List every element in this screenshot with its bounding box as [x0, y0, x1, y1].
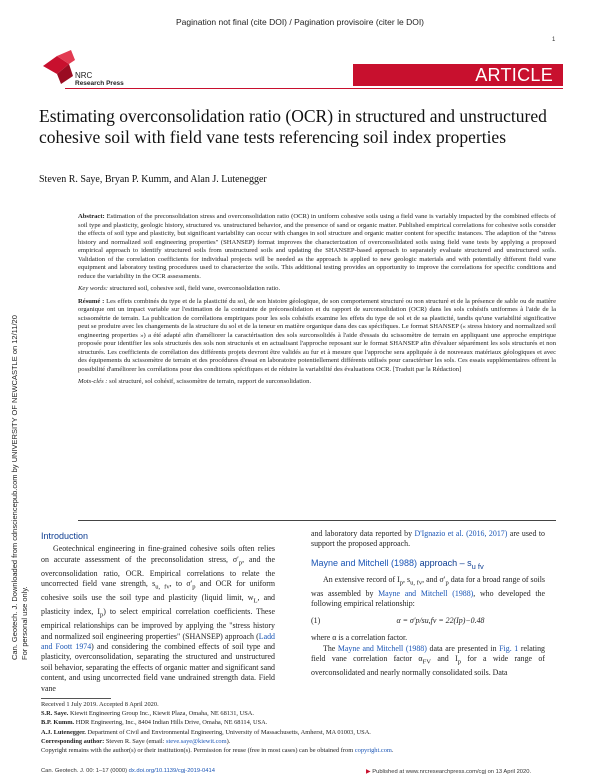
corresponding-email-link[interactable]: steve.saye@kiewit.com	[166, 737, 227, 745]
figure-1-link[interactable]: Fig. 1	[499, 643, 519, 653]
keywords-label: Key words:	[78, 285, 108, 292]
body-column-right	[311, 529, 545, 678]
download-side-note	[10, 130, 29, 660]
equation-number: (1)	[311, 615, 321, 625]
citation-mayne-mitchell-link[interactable]: Mayne and Mitchell (1988)	[378, 589, 474, 598]
received-dates: Received 1 July 2019. Accepted 8 April 2020.	[41, 701, 159, 708]
article-type-label: ARTICLE	[475, 65, 553, 85]
resume-label: Résumé :	[78, 297, 105, 305]
introduction-heading: Introduction	[41, 531, 89, 541]
mayne-mitchell-paragraph-2: The Mayne and Mitchell (1988) data are presented in Fig. 1 relating field vane correlation factor $\alpha_{FV}$ and $I_p$ for a wide range of overconsolidated and nearly normally consolidated soils. Data	[311, 643, 545, 678]
doi-link[interactable]: dx.doi.org/10.1139/cgj-2019-0414	[128, 768, 215, 774]
abstract-paragraph	[78, 213, 556, 281]
abstract-label: Abstract:	[78, 213, 105, 220]
paper-title: Estimating overconsolidation ratio (OCR) in structured and unstructured cohesive soil with field vane tests referencing soil index properties	[39, 106, 547, 147]
arrow-right-icon: ▶	[366, 769, 371, 775]
authors: Steven R. Saye, Bryan P. Kumm, and Alan J. Lutenegger	[39, 174, 267, 185]
citation-ladd-foott-link[interactable]: Ladd and Foott 1974	[41, 631, 275, 651]
motscles-text: sol structuré, sol cohésif, scissomètre de terrain, rapport de surconsolidation.	[109, 378, 312, 385]
equation-body: α = σ′p/su,fv = 22(Ip)−0.48	[396, 615, 485, 625]
citation-dignazio-link[interactable]: D'Ignazio et al. (2016, 2017)	[414, 529, 508, 538]
resume-paragraph	[78, 298, 556, 375]
introduction-paragraph: Geotechnical engineering in fine-grained cohesive soils often relies on accurate assessment of the preconsolidation stress, $\sigma'_p$, and the overconsolidation ratio, OCR. Empirical correlations to relate the uncorrected field vane strength, $s_{u, fv}$, to $\sigma'_p$ and OCR for uniform cohesive soils use the soil type and plasticity (liquid limit, $w_L$, and plasticity index, $I_p$) to select empirical correlation coefficients. These empirical relationships can be improved by applying the "stress history and normalized soil engineering properties" (SHANSEP) approach (Ladd and Foott 1974) and considering the combined effects of soil type and plasticity, overconsolidation, separating the structured and unstructured soil behavior, separating the effects of organic matter and significant sand content, and using uncorrected field vane undrained strength data. Field vane	[41, 544, 275, 693]
publisher-name: NRC	[75, 71, 93, 80]
equation-where-text: where α is a correlation factor.	[311, 633, 408, 643]
side-note-line-2: For personal use only.	[20, 586, 29, 660]
journal-reference: Can. Geotech. J. 00: 1–17 (0000) dx.doi.org/10.1139/cgj-2019-0414	[41, 768, 215, 774]
abstract-bottom-rule	[78, 520, 556, 521]
mayne-mitchell-paragraph-1: An extensive record of $I_p$, $s_{u, fv}$, and $\sigma'_p$ data for a broad range of soils was assembled by Mayne and Mitchell (1988), who developed the following empirical relationship:	[311, 575, 546, 609]
copyright-notice: Copyright remains with the author(s) or their institution(s). Permission for reuse (free in most cases) can be obtained from copyright.com.	[41, 747, 394, 755]
resume-text: Les effets combinés du type et de la plasticité du sol, de son histoire géologique, de son comportement structuré ou non structuré et de la présence de sable ou de matière organique ont un impact variable sur l'estimation de la contrainte de préconsolidation et du rapport de surconsolidation (OCR) dans les sols cohésifs uniformes à l'aide de la scissométrie de terrain. La publication de corrélations empiriques pour les sols cohésifs examine les effets du type de sol et de sa plasticité, tandis qu'une variabilité significative peut se produire avec les changements de la structure du sol et de la teneur en matière organique dans des cas spécifiques. Le format SHANSEP (« stress history and normalized soil engineering properties ») a été adapté afin d'améliorer la caractérisation des sols surconsolidés à l'aide d'essais du scissomètre de terrain en appliquant une approche empirique proposée pour identifier les sols structurés des sols non structurés et en actualisant l'approche reposant sur le format SHANSEP afin d'évaluer séparément les sols structurés et non structurés. Les coefficients de corrélation des différents projets devront être validés au fur et à mesure que l'approche sera appliquée à de nouveaux matériaux géologiques et avec des équipements du scissomètre de terrain et des procédures d'essai en laboratoire potentiellement différents utilisés pour caractériser les sols. Ces essais supplémentaires offrent la possibilité d'améliorer les corrélations pour des conditions spécifiques et de réduire la variabilité des évaluations OCR. [Traduit par la Rédaction]	[78, 297, 556, 373]
article-type-banner	[353, 64, 563, 86]
mayne-mitchell-heading: Mayne and Mitchell (1988) approach – $s_{u fv}$	[311, 557, 484, 571]
right-continuation-paragraph: and laboratory data reported by D'Ignazio et al. (2016, 2017) are used to support the proposed approach.	[311, 529, 545, 549]
published-note: ▶ Published at www.nrcresearchpress.com/cgj on 13 April 2020.	[366, 769, 532, 775]
abstract-block	[78, 213, 556, 391]
header-rule	[65, 88, 563, 89]
pagination-note: Pagination not final (cite DOI) / Pagination provisoire (citer le DOI)	[175, 17, 425, 27]
corresponding-author: Corresponding author: Steven R. Saye (email: steve.saye@kiewit.com).	[41, 737, 231, 745]
affiliation-lutenegger: A.J. Lutenegger. Department of Civil and Environmental Engineering, University of Massachusetts, Amherst, MA 01003, USA.	[41, 728, 371, 736]
motscles-paragraph	[78, 378, 556, 387]
footnotes	[41, 700, 559, 755]
keywords-text: structured soil, cohesive soil, field vane, overconsolidation ratio.	[109, 285, 281, 292]
page-number: 1	[552, 37, 556, 43]
copyright-link[interactable]: copyright.com	[354, 747, 392, 755]
citation-mayne-mitchell-link-2[interactable]: Mayne and Mitchell (1988)	[337, 643, 427, 653]
abstract-text: Estimation of the preconsolidation stress and overconsolidation ratio (OCR) in uniform cohesive soils using a field vane is variably impacted by the combined effects of soil type and plasticity, geologic history, structured vs. unstructured behavior, and the presence of sand or organic matter. Published empirical correlations for cohesive soils consider the effects of soil type and plasticity, but significant variability can occur with changes in soil structure and organic matter content for specific instances. The adaption of the "stress history and normalized soil engineering properties" (SHANSEP) format improves the characterization of overconsolidated soils using field vane tests by applying a proposed empirical approach to identify structured soils from unstructured soils and updating the SHANSEP-based approach to separately evaluate structured and unstructured soils. Validation of the correlation coefficients for individual projects will be needed as the approach is applied to new geologic materials and with potentially different field vane equipment and laboratory testing procedures used to characterize the soils. This additional testing provides an opportunity to improve the correlations for specific conditions and reduce the variability in the OCR assessments.	[78, 213, 556, 280]
motscles-label: Mots-clés :	[78, 378, 108, 385]
affiliation-saye: S.R. Saye. Kiewit Engineering Group Inc., Kiewit Plaza, Omaha, NE 68131, USA.	[41, 710, 254, 718]
mayne-mitchell-heading-cite-link[interactable]: Mayne and Mitchell (1988)	[311, 557, 418, 568]
body-column-left	[41, 531, 275, 694]
keywords-paragraph	[78, 285, 556, 294]
footnote-rule	[41, 698, 111, 699]
publisher-sub: Research Press	[75, 80, 124, 87]
equation-1	[311, 616, 545, 626]
affiliation-kumm: B.P. Kumm. HDR Engineering, Inc., 8404 Indian Hills Drive, Omaha, NE 68114, USA.	[41, 719, 268, 727]
side-note-line-1: Can. Geotech. J. Downloaded from cdnsciencepub.com by UNIVERSITY OF NEWCASTLE on 12/11/20	[10, 315, 19, 660]
